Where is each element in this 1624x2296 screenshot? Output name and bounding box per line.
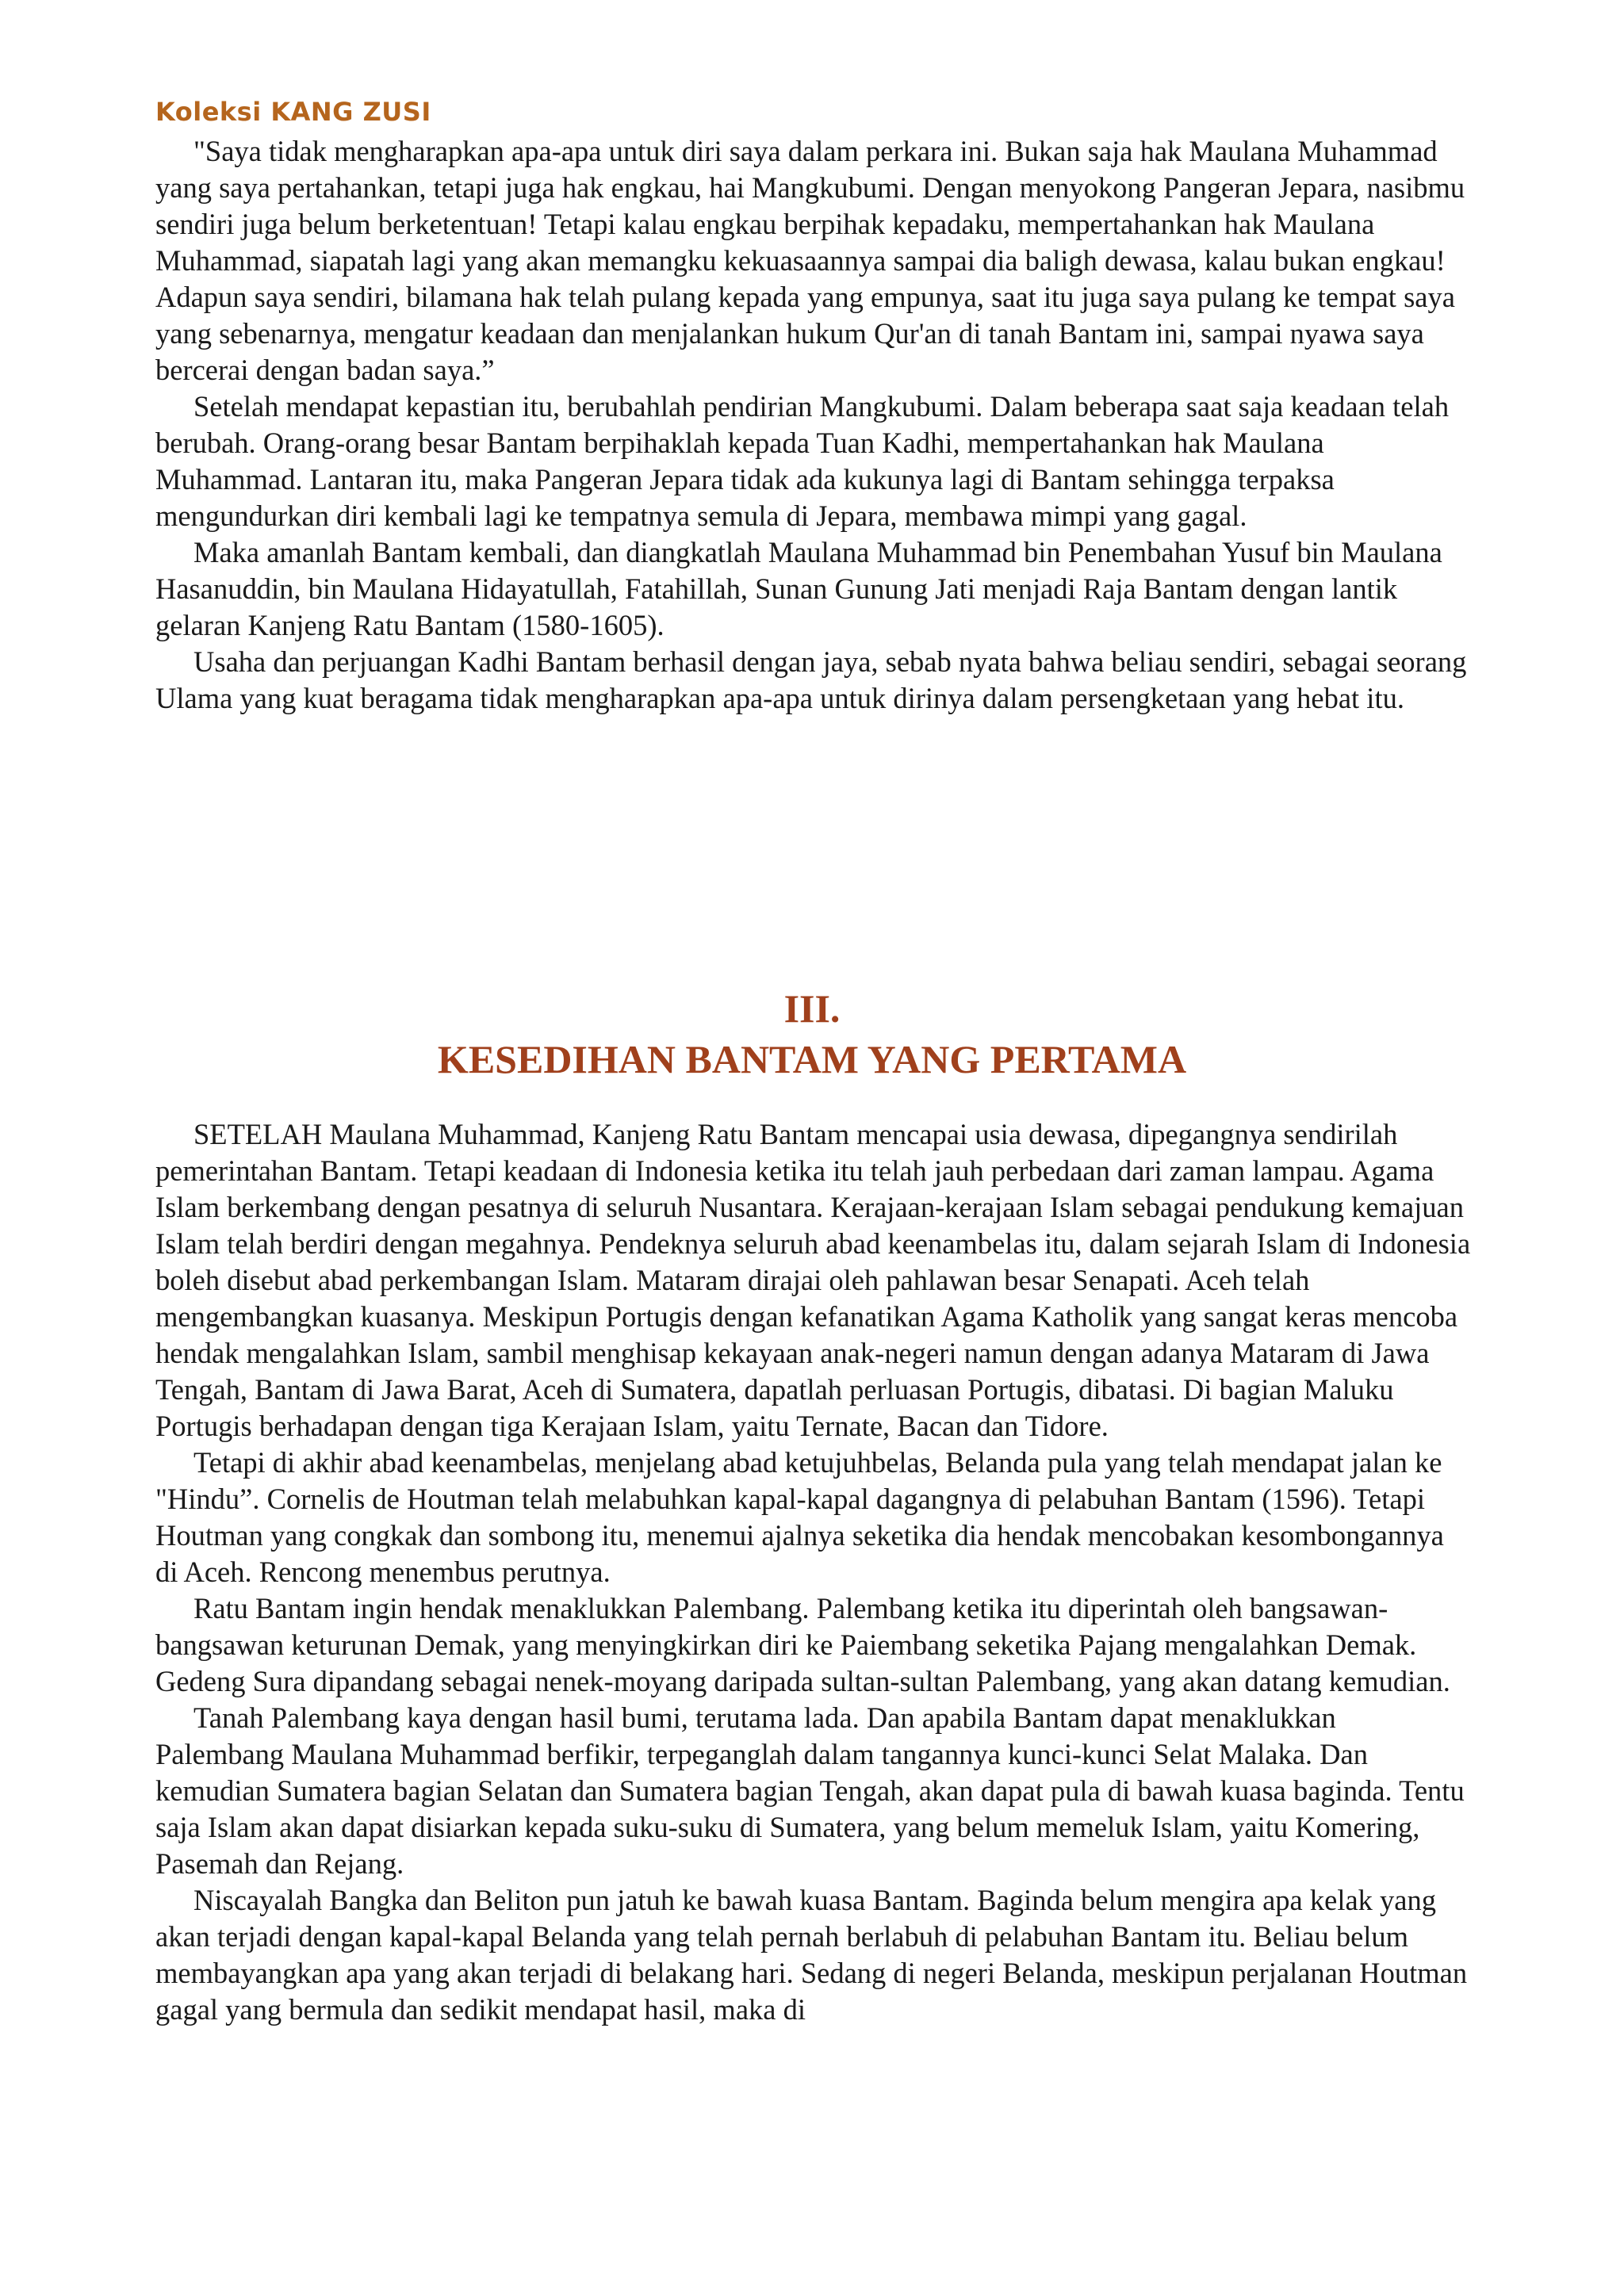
paragraph: "Saya tidak mengharapkan apa-apa untuk diri saya dalam perkara ini. Bukan saja hak Maulana Muhammad yang saya pertahankan, tetapi juga hak engkau, hai Mangkubumi. Dengan menyokong Pangeran Jepara, nasibmu sendiri juga belum berketentuan! Tetapi kalau engkau berpihak kepadaku, mempertahankan hak Maulana Muhammad, siapatah lagi yang akan memangku kekuasaannya sampai dia baligh dewasa, kalau bukan engkau! Adapun saya sendiri, bilamana hak telah pulang kepada yang empunya, saat itu juga saya pulang ke tempat saya yang sebenarnya, mengatur keadaan dan menjalankan hukum Qur'an di tanah Bantam ini, sampai nyawa saya bercerai dengan badan saya.”	[155, 135, 1465, 386]
paragraph: Tetapi di akhir abad keenambelas, menjelang abad ketujuhbelas, Belanda pula yang telah mendapat jalan ke "Hindu”. Cornelis de Houtman telah melabuhkan kapal-kapal dagangnya di pelabuhan Bantam (1596). Tetapi Houtman yang congkak dan sombong itu, menemui ajalnya seketika dia hendak mencobakan kesombongannya di Aceh. Rencong menembus perutnya.	[155, 1446, 1444, 1588]
paragraph: Tanah Palembang kaya dengan hasil bumi, terutama lada. Dan apabila Bantam dapat menaklukkan Palembang Maulana Muhammad berfikir, terpeganglah dalam tangannya kunci-kunci Selat Malaka. Dan kemudian Sumatera bagian Selatan dan Sumatera bagian Tengah, akan dapat pula di bawah kuasa baginda. Tentu saja Islam akan dapat disiarkan kepada suku-suku di Sumatera, yang belum memeluk Islam, yaitu Komering, Pasemah dan Rejang.	[155, 1701, 1465, 1880]
chapter-number: III.	[783, 986, 841, 1031]
paragraph: Niscayalah Bangka dan Beliton pun jatuh ke bawah kuasa Bantam. Baginda belum mengira apa kelak yang akan terjadi dengan kapal-kapal Belanda yang telah pernah berlabuh di pelabuhan Bantam itu. Beliau belum membayangkan apa yang akan terjadi di belakang hari. Sedang di negeri Belanda, meskipun perjalanan Houtman gagal yang bermula dan sedikit mendapat hasil, maka di	[155, 1884, 1468, 2026]
chapter-title: KESEDIHAN BANTAM YANG PERTAMA	[437, 1037, 1187, 1081]
paragraph: Setelah mendapat kepastian itu, berubahlah pendirian Mangkubumi. Dalam beberapa saat saja keadaan telah berubah. Orang-orang besar Bantam berpihaklah kepada Tuan Kadhi, mempertahankan hak Maulana Muhammad. Lantaran itu, maka Pangeran Jepara tidak ada kukunya lagi di Bantam sehingga terpaksa mengundurkan diri kembali lagi ke tempatnya semula di Jepara, membawa mimpi yang gagal.	[155, 390, 1450, 532]
paragraph: Maka amanlah Bantam kembali, dan diangkatlah Maulana Muhammad bin Penembahan Yusuf bin Maulana Hasanuddin, bin Maulana Hidayatullah, Fatahillah, Sunan Gunung Jati menjadi Raja Bantam dengan lantik gelaran Kanjeng Ratu Bantam (1580-1605).	[155, 536, 1442, 641]
paragraph: Usaha dan perjuangan Kadhi Bantam berhasil dengan jaya, sebab nyata bahwa beliau sendiri, sebagai seorang Ulama yang kuat beragama tidak mengharapkan apa-apa untuk dirinya dalam persengketaan yang hebat itu.	[155, 645, 1467, 714]
paragraph: SETELAH Maulana Muhammad, Kanjeng Ratu Bantam mencapai usia dewasa, dipegangnya sendirilah pemerintahan Bantam. Tetapi keadaan di Indonesia ketika itu telah jauh perbedaan dari zaman lampau. Agama Islam berkembang dengan pesatnya di seluruh Nusantara. Kerajaan-kerajaan Islam sebagai pendukung kemajuan Islam telah berdiri dengan megahnya. Pendeknya seluruh abad keenambelas itu, dalam sejarah Islam di Indonesia boleh disebut abad perkembangan Islam. Mataram dirajai oleh pahlawan besar Senapati. Aceh telah mengembangkan kuasanya. Meskipun Portugis dengan kefanatikan Agama Katholik yang sangat keras mencoba hendak mengalahkan Islam, sambil menghisap kekayaan anak-negeri namun dengan adanya Mataram di Jawa Tengah, Bantam di Jawa Barat, Aceh di Sumatera, dapatlah perluasan Portugis, dibatasi. Di bagian Maluku Portugis berhadapan dengan tiga Kerajaan Islam, yaitu Ternate, Bacan dan Tidore.	[155, 1118, 1471, 1442]
text-block-chapter-body	[155, 1116, 1472, 2028]
collection-header: Koleksi KANG ZUSI	[155, 97, 431, 127]
paragraph: Ratu Bantam ingin hendak menaklukkan Palembang. Palembang ketika itu diperintah oleh bangsawan-bangsawan keturunan Demak, yang menyingkirkan diri ke Paiembang seketika Pajang mengalahkan Demak. Gedeng Sura dipandang sebagai nenek-moyang daripada sultan-sultan Palembang, yang akan datang kemudian.	[155, 1592, 1450, 1697]
text-block-before-chapter	[155, 133, 1472, 717]
chapter-heading	[0, 983, 1624, 1085]
